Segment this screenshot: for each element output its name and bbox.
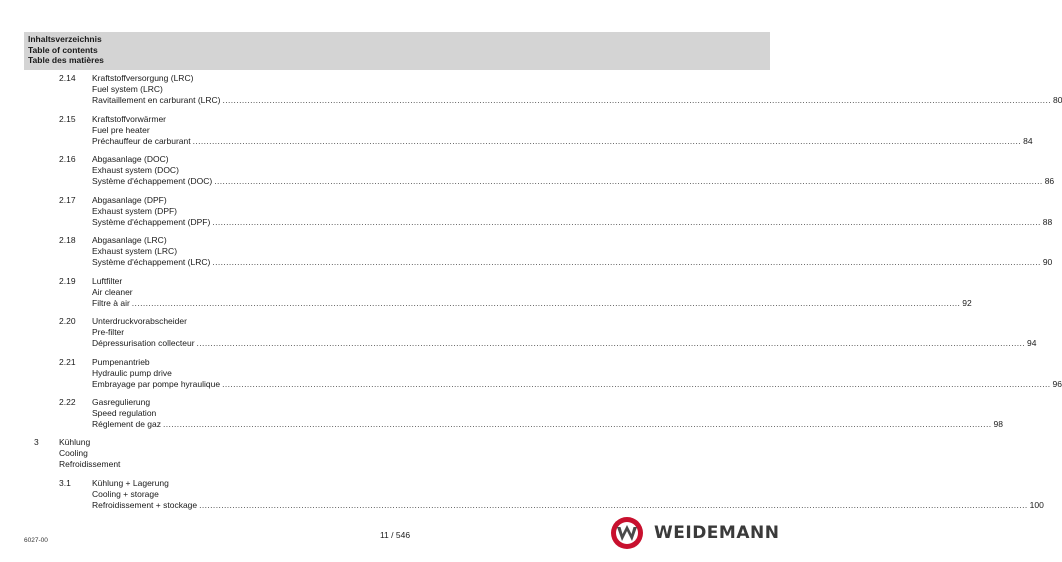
dot-leader: ............................................................................................................................................................................................................................................................................................................ bbox=[199, 500, 1028, 510]
section-number: 3.1 bbox=[59, 478, 71, 488]
title-fr: Refroidissement bbox=[59, 459, 121, 469]
title-fr-row bbox=[92, 378, 1062, 390]
title-fr: Ravitaillement en carburant (LRC) bbox=[92, 95, 221, 105]
page-number: 88 bbox=[1042, 216, 1053, 227]
title-en: Fuel system (LRC) bbox=[92, 84, 163, 94]
title-en: Exhaust system (LRC) bbox=[92, 246, 178, 256]
section-number: 2.17 bbox=[59, 194, 76, 205]
title-fr-row bbox=[92, 257, 1053, 268]
title-de: Abgasanlage (LRC) bbox=[92, 235, 167, 245]
dot-leader: ............................................................................................................................................................................................................................................................................................................ bbox=[196, 338, 1026, 348]
doc-code: 6027-00 bbox=[24, 537, 48, 544]
title-fr: Dépressurisation collecteur bbox=[92, 338, 195, 348]
dot-leader: ............................................................................................................................................................................................................................................................................................................ bbox=[163, 419, 992, 429]
page-number: 98 bbox=[993, 419, 1003, 429]
title-de: Kühlung + Lagerung bbox=[92, 478, 169, 488]
title-en: Pre-filter bbox=[92, 327, 125, 337]
dot-leader: ............................................................................................................................................................................................................................................................................................................ bbox=[131, 297, 961, 308]
title-en: Cooling bbox=[59, 448, 88, 458]
section-number: 2.19 bbox=[59, 275, 76, 286]
section-number: 2.20 bbox=[59, 316, 76, 326]
title-de: Kraftstoffvorwärmer bbox=[92, 113, 167, 124]
weidemann-logo-icon bbox=[610, 516, 644, 550]
brand-logo bbox=[610, 516, 780, 550]
header-title-en: Table of contents bbox=[28, 44, 98, 55]
section-number: 2.22 bbox=[59, 397, 76, 407]
dot-leader: ............................................................................................................................................................................................................................................................................................................ bbox=[212, 216, 1041, 227]
title-fr-row bbox=[92, 95, 1062, 106]
title-fr: Préchauffeur de carburant bbox=[92, 135, 191, 146]
title-en: Speed regulation bbox=[92, 408, 157, 418]
title-fr-row bbox=[92, 135, 1033, 147]
page-number: 100 bbox=[1029, 500, 1044, 510]
dot-leader: ............................................................................................................................................................................................................................................................................................................ bbox=[214, 176, 1043, 186]
title-fr-row bbox=[92, 216, 1053, 228]
page-indicator: 11 / 546 bbox=[379, 530, 411, 540]
title-fr-row bbox=[92, 176, 1055, 187]
brand-name: WEIDEMANN bbox=[654, 523, 780, 543]
page-number: 80 bbox=[1052, 95, 1062, 105]
page-number: 92 bbox=[962, 297, 972, 308]
title-fr-row bbox=[92, 338, 1037, 349]
title-fr: Système d'échappement (DOC) bbox=[92, 176, 213, 186]
page-number: 86 bbox=[1044, 176, 1055, 186]
title-fr: Réglement de gaz bbox=[92, 419, 161, 429]
title-fr-row bbox=[92, 500, 1044, 511]
dot-leader: ............................................................................................................................................................................................................................................................................................................ bbox=[212, 257, 1041, 267]
title-fr: Système d'échappement (DPF) bbox=[92, 216, 211, 227]
section-number: 3 bbox=[34, 437, 39, 447]
dot-leader: ............................................................................................................................................................................................................................................................................................................ bbox=[222, 95, 1051, 105]
section-number: 2.18 bbox=[59, 235, 76, 245]
title-fr-row bbox=[92, 297, 972, 309]
title-en: Hydraulic pump drive bbox=[92, 367, 172, 378]
title-de: Pumpenantrieb bbox=[92, 356, 150, 367]
toc-header bbox=[24, 32, 770, 70]
page-number: 90 bbox=[1042, 257, 1053, 267]
title-fr: Système d'échappement (LRC) bbox=[92, 257, 211, 267]
title-de: Gasregulierung bbox=[92, 397, 151, 407]
section-number: 2.14 bbox=[59, 73, 76, 83]
title-de: Kraftstoffversorgung (LRC) bbox=[92, 73, 194, 83]
title-en: Air cleaner bbox=[92, 286, 133, 297]
title-de: Unterdruckvorabscheider bbox=[92, 316, 187, 326]
title-de: Abgasanlage (DPF) bbox=[92, 194, 167, 205]
page-number: 96 bbox=[1052, 378, 1062, 389]
title-de: Kühlung bbox=[59, 437, 91, 447]
page-number: 84 bbox=[1023, 135, 1033, 146]
header-title-fr: Table des matières bbox=[28, 55, 104, 65]
title-fr: Refroidissement + stockage bbox=[92, 500, 198, 510]
title-de: Luftfilter bbox=[92, 275, 123, 286]
dot-leader: ............................................................................................................................................................................................................................................................................................................ bbox=[222, 378, 1051, 389]
section-number: 2.15 bbox=[59, 113, 76, 124]
title-en: Cooling + storage bbox=[92, 489, 159, 499]
dot-leader: ............................................................................................................................................................................................................................................................................................................ bbox=[192, 135, 1022, 146]
title-fr-row bbox=[92, 419, 1003, 430]
section-number: 2.21 bbox=[59, 356, 76, 367]
title-en: Fuel pre heater bbox=[92, 124, 150, 135]
page-number: 94 bbox=[1027, 338, 1037, 348]
header-title-de: Inhaltsverzeichnis bbox=[28, 34, 102, 44]
title-fr: Embrayage par pompe hyraulique bbox=[92, 378, 221, 389]
title-de: Abgasanlage (DOC) bbox=[92, 154, 169, 164]
title-en: Exhaust system (DOC) bbox=[92, 165, 179, 175]
title-en: Exhaust system (DPF) bbox=[92, 205, 178, 216]
title-fr: Filtre à air bbox=[92, 297, 130, 308]
section-number: 2.16 bbox=[59, 154, 76, 164]
